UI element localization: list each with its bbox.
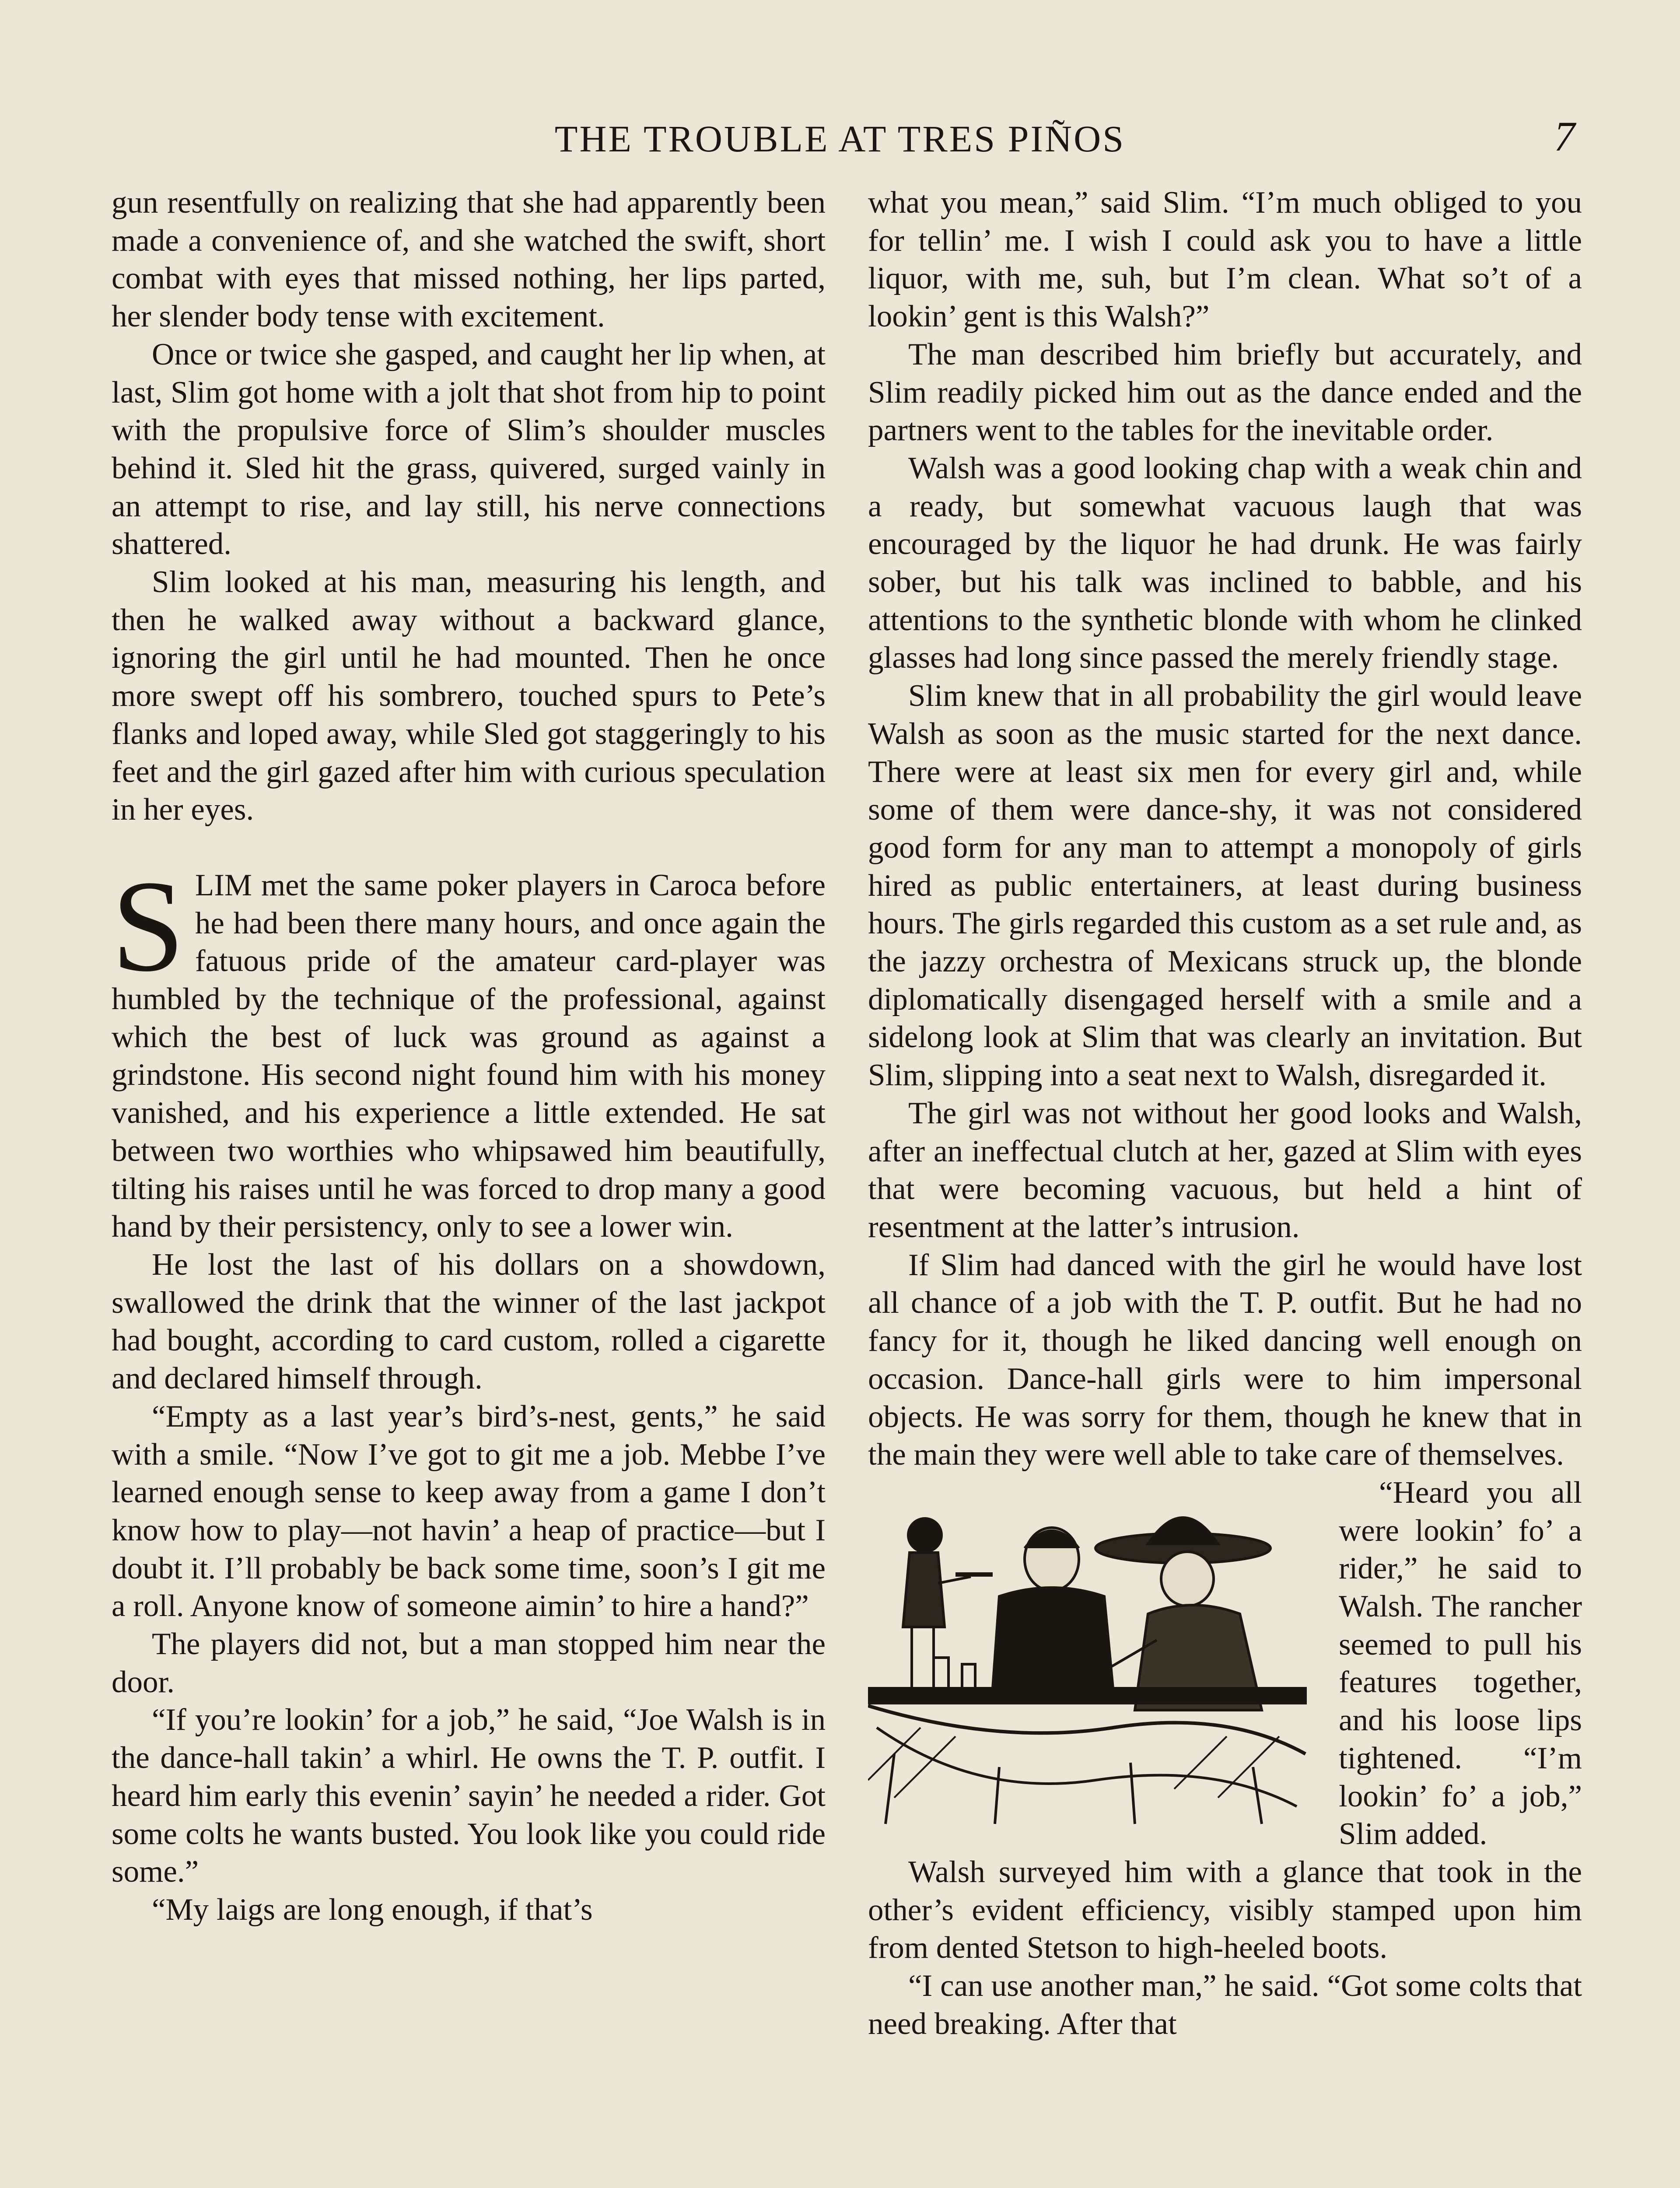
paragraph: Walsh surveyed him with a glance that took in the other’s evident efficiency, visibly stamped upon him from dented Stetson to high-heeled boots. xyxy=(868,1855,1582,1965)
paragraph: The players did not, but a man stopped him near the door. xyxy=(112,1627,826,1699)
paragraph: “Heard you all were lookin’ fo’ a rider,” he said to Walsh. The rancher seemed to pull his features together, and his loose lips tightened. “I’m lookin’ fo’ a job,” Slim added. xyxy=(1339,1475,1582,1851)
paragraph: “I can use another man,” he said. “Got some colts that need breaking. After that xyxy=(868,1969,1582,2041)
paragraph-text: LIM met the same poker players in Caroca before he had been there many hours, and once again the fatuous pride of the amateur card-player was humbled by the technique of the professional, against which the best of luck was ground as against a grindstone. His second night found him with his money vanished, and his experience a little extended. He sat between two worthies who whipsawed him beautifully, tilting his raises until he was forced to drop many a good hand by their persistency, only to see a lower win. xyxy=(112,868,826,1244)
paragraph: Once or twice she gasped, and caught her lip when, at last, Slim got home with a jolt that shot from hip to point with the propulsive force of Slim’s shoulder muscles behind it. Sled hit the grass, quivered, surged vainly in an attempt to rise, and lay still, his nerve connections shattered. xyxy=(112,337,826,561)
paragraph: The girl was not without her good looks and Walsh, after an ineffectual clutch at her, gazed at Slim with eyes that were becoming vacuous, but held a hint of resentment at the latter’s intrusion. xyxy=(868,1096,1582,1244)
right-column xyxy=(868,184,1582,2188)
paragraph: He lost the last of his dollars on a showdown, swallowed the drink that the winner of the last jackpot had bought, according to card custom, rolled a cigarette and declared himself through. xyxy=(112,1247,826,1396)
page-header xyxy=(0,115,1680,163)
paragraph: what you mean,” said Slim. “I’m much obliged to you for tellin’ me. I wish I could ask you to have a little liquor, with me, suh, but I’m clean. What so’t of a lookin’ gent is this Walsh?” xyxy=(868,186,1582,334)
drop-cap: S xyxy=(112,853,185,999)
paragraph: Walsh was a good looking chap with a weak chin and a ready, but somewhat vacuous laugh that was encouraged by the liquor he had drunk. He was fairly sober, but his talk was inclined to babble, and his attentions to the synthetic blonde with whom he clinked glasses had long since passed the merely friendly stage. xyxy=(868,451,1582,675)
chapter-opening-paragraph xyxy=(112,853,826,1246)
paragraph: Slim knew that in all probability the girl would leave Walsh as soon as the music started for the next dance. There were at least six men for every girl and, while some of them were dance-shy, it was not considered good form for any man to attempt a monopoly of girls hired as public entertainers, at least during business hours. The girls regarded this custom as a set rule and, as the jazzy orchestra of Mexicans struck up, the blonde diplomatically disengaged herself with a smile and a sidelong look at Slim that was clearly an invitation. But Slim, slipping into a seat next to Walsh, disregarded it. xyxy=(868,679,1582,1093)
page-number: 7 xyxy=(1554,113,1575,160)
paragraph: If Slim had danced with the girl he would have lost all chance of a job with the T. P. outfit. But he had no fancy for it, though he liked dancing well enough on occasion. Dance-hall girls were to him impersonal objects. He was sorry for them, though he knew that in the main they were well able to take care of themselves. xyxy=(868,1248,1582,1472)
paragraph: “My laigs are long enough, if that’s xyxy=(152,1892,593,1927)
left-column xyxy=(112,184,826,2188)
paragraph: The man described him briefly but accurately, and Slim readily picked him out as the dance ended and the partners went to the tables for the inevitable order. xyxy=(868,337,1582,448)
paragraph: “Empty as a last year’s bird’s-nest, gents,” he said with a smile. “Now I’ve got to git me a job. Mebbe I’ve learned enough sense to keep away from a game I don’t know how to play—not havin’ a heap of practice—but I doubt it. I’ll probably be back some time, soon’s I git me a roll. Anyone know of someone aimin’ to hire a hand?” xyxy=(112,1399,826,1623)
paragraph: Slim looked at his man, measuring his length, and then he walked away without a backward glance, ignoring the girl until he had mounted. Then he once more swept off his sombrero, touched spurs to Pete’s flanks and loped away, while Sled got staggeringly to his feet and the girl gazed after him with curious speculation in her eyes. xyxy=(112,565,826,827)
paragraph: “If you’re lookin’ for a job,” he said, “Joe Walsh is in the dance-hall takin’ a whirl. He owns the T. P. outfit. I heard him early this evenin’ sayin’ he needed a rider. Got some colts he wants busted. You look like you could ride some.” xyxy=(112,1703,826,1889)
running-title: THE TROUBLE AT TRES PIÑOS xyxy=(554,118,1126,160)
saloon-illustration xyxy=(868,1483,1323,1828)
paragraph: gun resentfully on realizing that she had apparently been made a convenience of, and she watched the swift, short combat with eyes that missed nothing, her lips parted, her slender body tense with excitement. xyxy=(112,186,826,334)
